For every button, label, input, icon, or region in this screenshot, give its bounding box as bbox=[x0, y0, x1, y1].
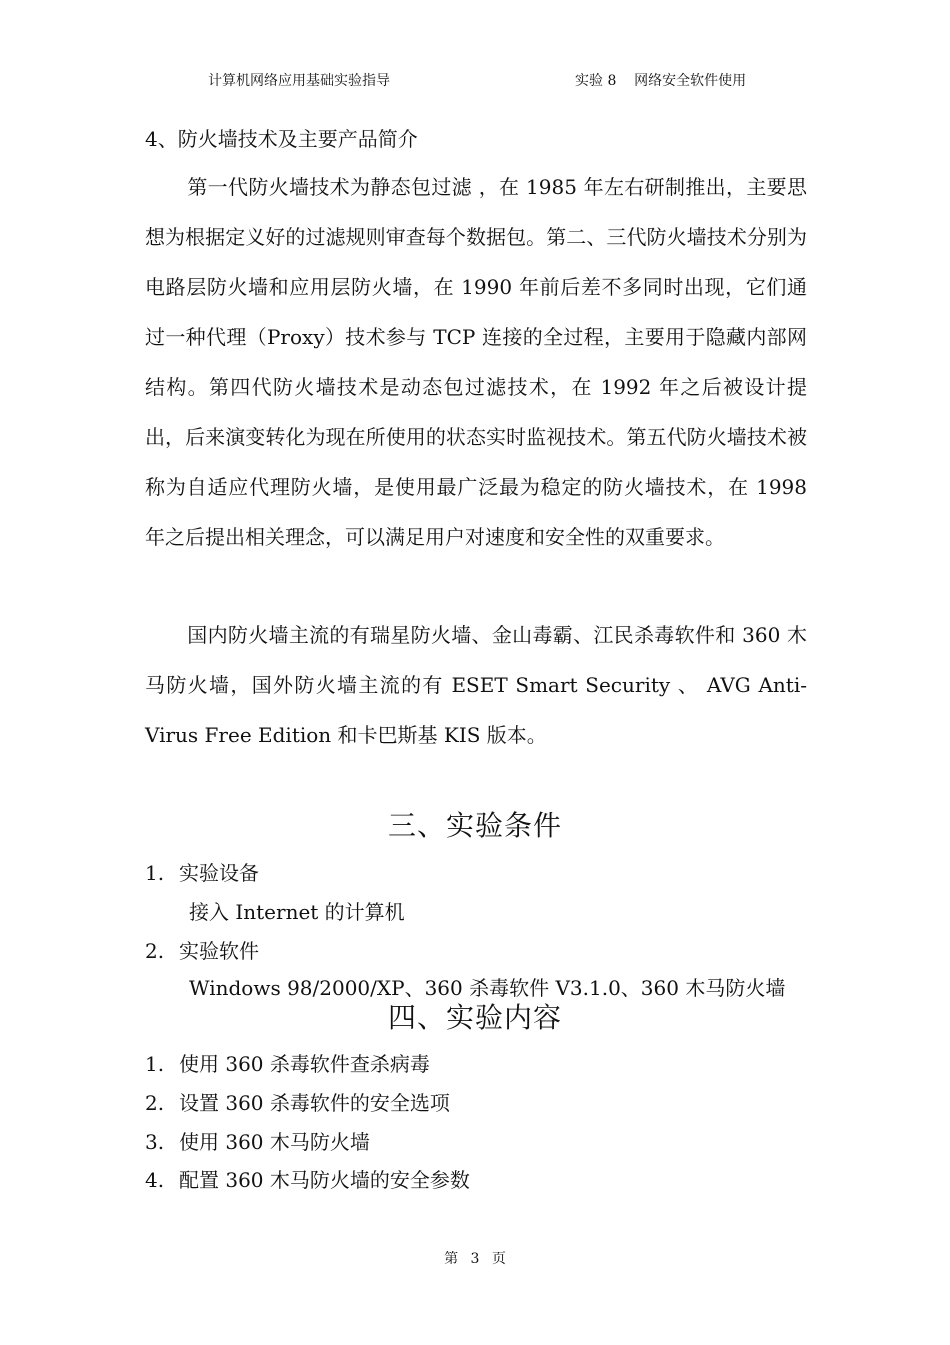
list-number: 3. bbox=[145, 1130, 165, 1154]
list-number: 4. bbox=[145, 1168, 165, 1192]
list-item bbox=[145, 1048, 430, 1077]
list-item-label: 实验软件 bbox=[179, 939, 259, 963]
contents-heading: 四、实验内容 bbox=[387, 1001, 562, 1034]
list-item-label: 使用 360 木马防火墙 bbox=[179, 1130, 370, 1154]
list-item bbox=[145, 857, 259, 886]
list-number: 2. bbox=[145, 939, 165, 963]
list-number: 2. bbox=[145, 1091, 165, 1115]
list-item-label: 实验设备 bbox=[179, 861, 259, 885]
page-header-right: 实验 8 网络安全软件使用 bbox=[575, 73, 747, 89]
list-item-label: 设置 360 杀毒软件的安全选项 bbox=[179, 1091, 450, 1115]
section-heading: 4、防火墙技术及主要产品简介 bbox=[145, 127, 418, 151]
list-item bbox=[145, 1087, 450, 1116]
page-header-left: 计算机网络应用基础实验指导 bbox=[208, 73, 390, 89]
list-item bbox=[145, 1126, 370, 1155]
firewall-history-paragraph bbox=[145, 162, 807, 562]
paragraph-text: 第一代防火墙技术为静态包过滤 ，在 1985 年左右研制推出，主要思想为根据定义好的过滤规则审查每个数据包。第二、三代防火墙技术分别为电路层防火墙和应用层防火墙，在 1990 年前后差不多同时出现，它们通过一种代理（Proxy）技术参与 TCP 连接的全过程，主要用于隐藏内部网结构。第四代防火墙技术是动态包过滤技术，在 1992 年之后被设计提出，后来演变转化为现在所使用的状态实时监视技术。第五代防火墙技术被称为自适应代理防火墙，是使用最广泛最为稳定的防火墙技术，在 1998 年之后提出相关理念，可以满足用户对速度和安全性的双重要求。 bbox=[145, 175, 807, 549]
list-number: 1. bbox=[145, 861, 165, 885]
list-item bbox=[145, 1164, 470, 1193]
page-number: 第 3 页 bbox=[444, 1251, 506, 1267]
list-item-label: 使用 360 杀毒软件查杀病毒 bbox=[179, 1052, 430, 1076]
paragraph-text: 国内防火墙主流的有瑞星防火墙、金山毒霸、江民杀毒软件和 360 木马防火墙，国外防火墙主流的有 ESET Smart Security 、 AVG Anti-Virus Free Edition 和卡巴斯基 KIS 版本。 bbox=[145, 623, 807, 747]
firewall-products-paragraph bbox=[145, 610, 807, 760]
list-item-detail: Windows 98/2000/XP、360 杀毒软件 V3.1.0、360 木马防火墙 bbox=[189, 976, 786, 1000]
list-item-label: 配置 360 木马防火墙的安全参数 bbox=[179, 1168, 470, 1192]
conditions-heading: 三、实验条件 bbox=[387, 809, 562, 842]
list-item bbox=[145, 935, 259, 964]
list-item-detail: 接入 Internet 的计算机 bbox=[189, 900, 405, 924]
list-number: 1. bbox=[145, 1052, 165, 1076]
